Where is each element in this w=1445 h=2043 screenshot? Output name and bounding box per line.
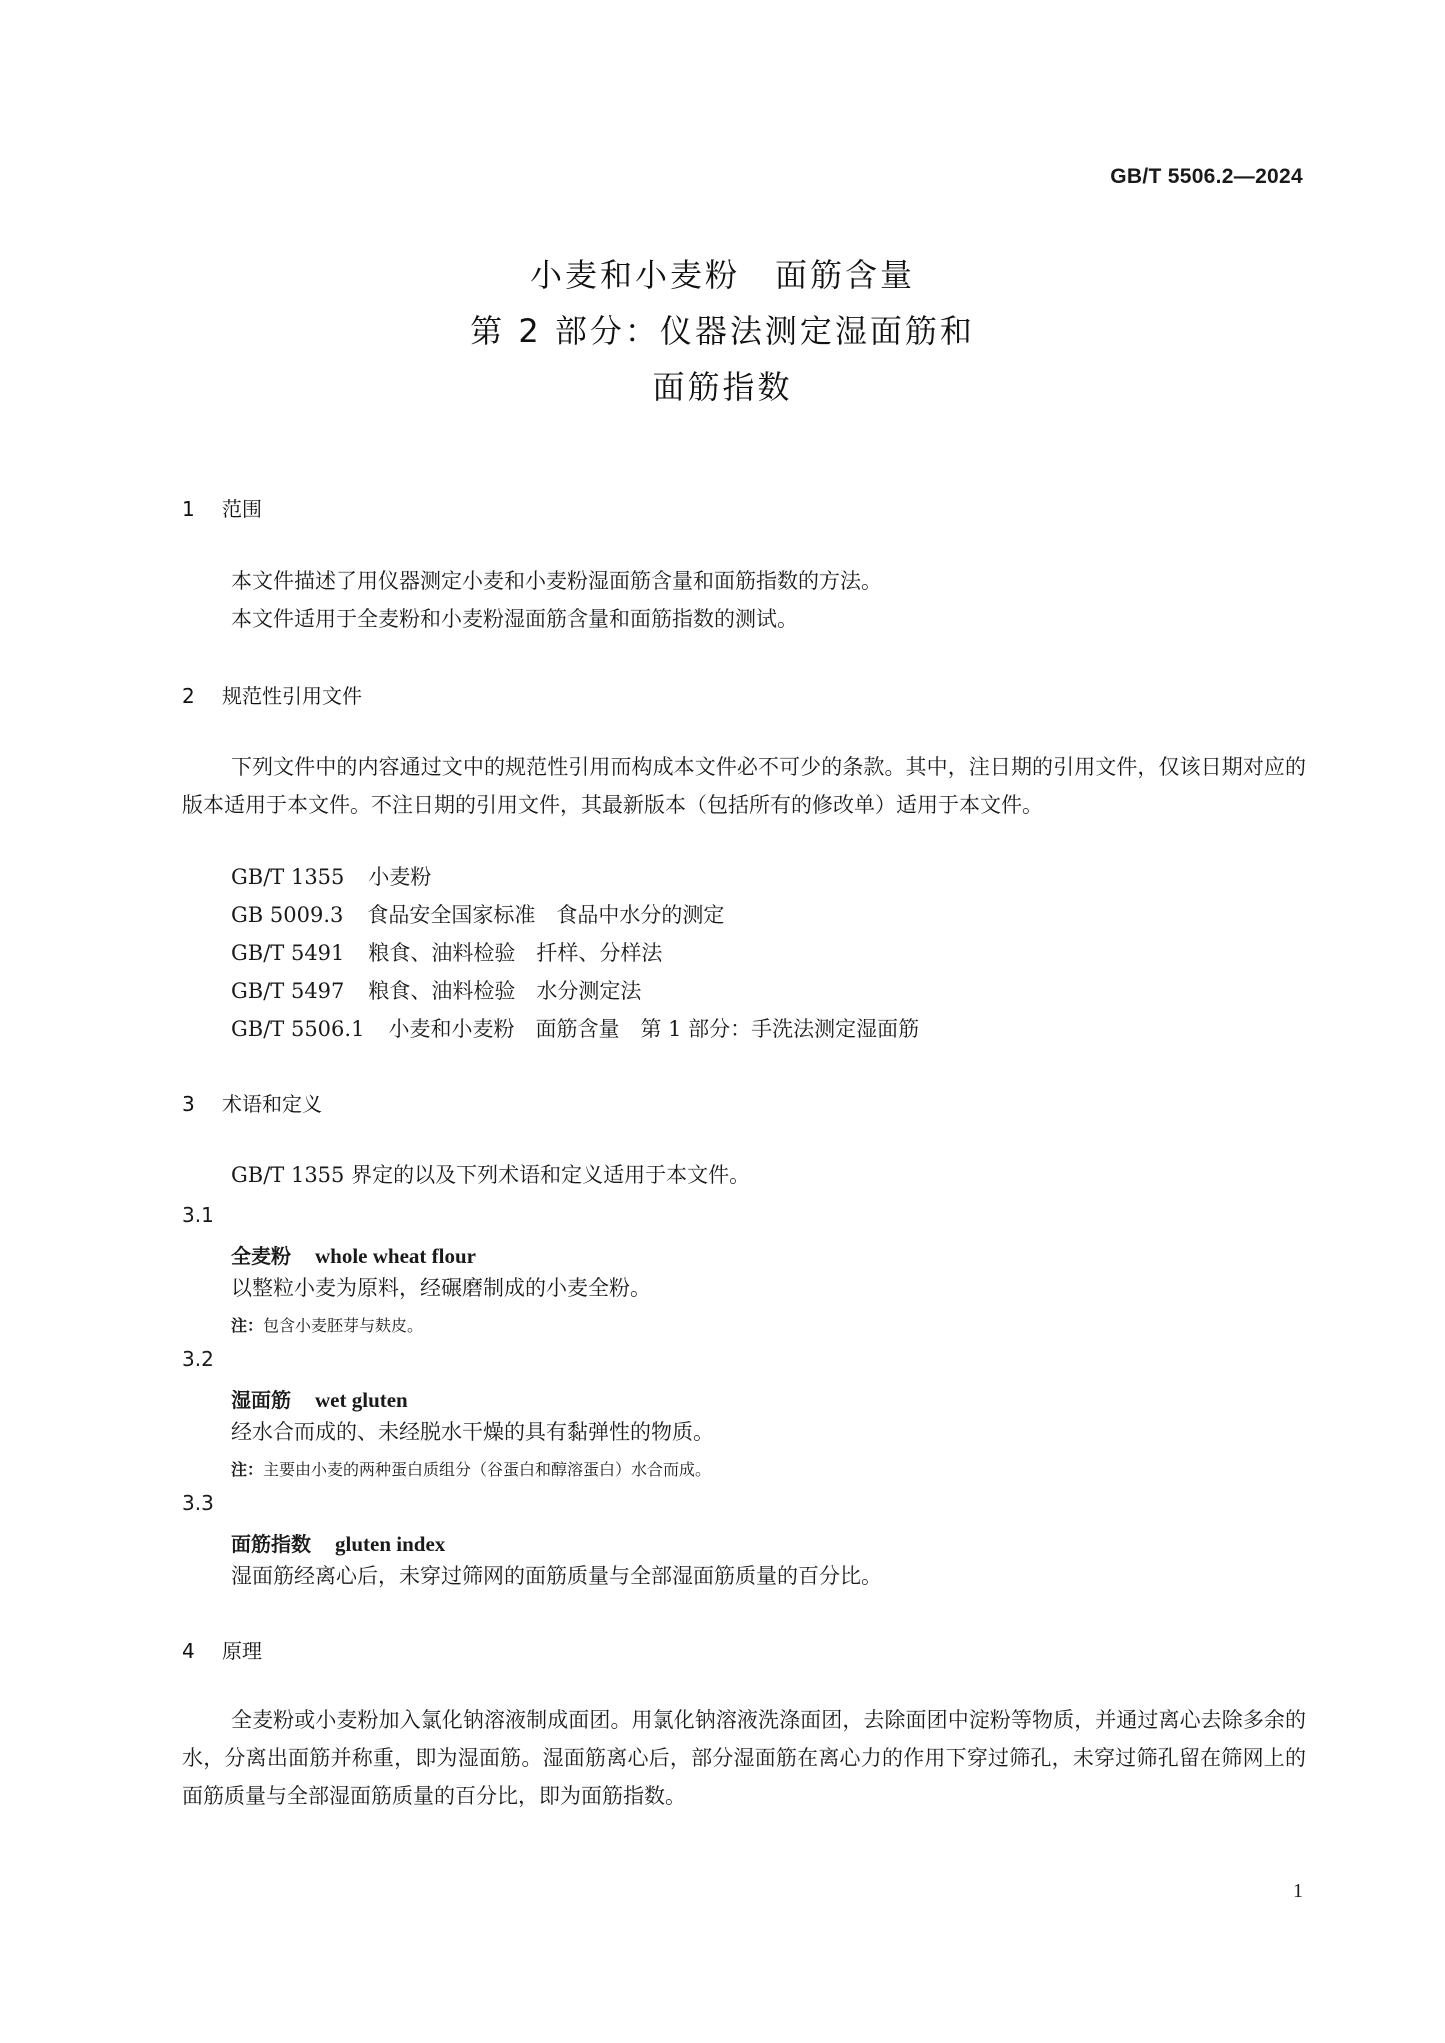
reference-title: 小麦粉 <box>368 865 432 889</box>
section-number: 2 <box>182 684 195 708</box>
paragraph: 本文件适用于全麦粉和小麦粉湿面筋含量和面筋指数的测试。 <box>231 607 798 631</box>
term-note <box>231 1457 711 1480</box>
page-number: 1 <box>1293 1880 1303 1902</box>
reference-title: 小麦和小麦粉 面筋含量 第 1 部分：手洗法测定湿面筋 <box>388 1017 920 1041</box>
reference-item <box>231 861 431 891</box>
section-number: 1 <box>182 497 195 521</box>
section-heading-3 <box>182 1088 322 1117</box>
section-title: 术语和定义 <box>222 1092 322 1116</box>
term-chinese: 湿面筋 <box>231 1388 291 1412</box>
term-chinese: 全麦粉 <box>231 1244 291 1268</box>
term-english: gluten index <box>335 1532 446 1556</box>
term-number: 3.1 <box>182 1203 214 1227</box>
term-number: 3.3 <box>182 1491 214 1515</box>
paragraph: GB/T 1355 界定的以及下列术语和定义适用于本文件。 <box>231 1163 751 1187</box>
term-chinese: 面筋指数 <box>231 1532 311 1556</box>
section-heading-4 <box>182 1635 262 1664</box>
paragraph: 本文件描述了用仪器测定小麦和小麦粉湿面筋含量和面筋指数的方法。 <box>231 569 882 593</box>
term-definition: 经水合而成的、未经脱水干燥的具有黏弹性的物质。 <box>231 1420 714 1444</box>
term-definition: 湿面筋经离心后，未穿过筛网的面筋质量与全部湿面筋质量的百分比。 <box>231 1564 882 1588</box>
standard-code: GB/T 5506.2—2024 <box>1110 165 1303 188</box>
reference-title: 粮食、油料检验 扦样、分样法 <box>368 941 663 965</box>
term-english: wet gluten <box>315 1388 408 1412</box>
reference-code: GB/T 5491 <box>231 941 345 965</box>
title-line-1: 小麦和小麦粉 面筋含量 <box>529 256 915 294</box>
reference-title: 粮食、油料检验 水分测定法 <box>368 979 642 1003</box>
term-english: whole wheat flour <box>315 1244 476 1268</box>
section-heading-2 <box>182 680 362 709</box>
section-number: 3 <box>182 1092 195 1116</box>
reference-item <box>231 1013 919 1043</box>
paragraph: 下列文件中的内容通过文中的规范性引用而构成本文件必不可少的条款。其中，注日期的引用文件，仅该日期对应的版本适用于本文件。不注日期的引用文件，其最新版本（包括所有的修改单）适用于本文件。 <box>182 755 1306 817</box>
section-title: 原理 <box>222 1639 262 1663</box>
reference-code: GB 5009.3 <box>231 903 344 927</box>
reference-code: GB/T 5497 <box>231 979 345 1003</box>
note-label: 注： <box>231 1460 264 1479</box>
term-note <box>231 1313 423 1336</box>
paragraph: 全麦粉或小麦粉加入氯化钠溶液制成面团。用氯化钠溶液洗涤面团，去除面团中淀粉等物质，并通过离心去除多余的水，分离出面筋并称重，即为湿面筋。湿面筋离心后，部分湿面筋在离心力的作用下穿过筛孔，未穿过筛孔留在筛网上的面筋质量与全部湿面筋质量的百分比，即为面筋指数。 <box>182 1708 1306 1808</box>
term-definition: 以整粒小麦为原料，经碾磨制成的小麦全粉。 <box>231 1276 651 1300</box>
section-number: 4 <box>182 1639 195 1663</box>
section-title: 规范性引用文件 <box>222 684 362 708</box>
title-line-2: 第 2 部分：仪器法测定湿面筋和 <box>470 312 975 350</box>
term-entry <box>231 1240 476 1269</box>
note-label: 注： <box>231 1316 264 1335</box>
title-line-3: 面筋指数 <box>652 368 793 406</box>
reference-item <box>231 975 641 1005</box>
note-text: 包含小麦胚芽与麸皮。 <box>263 1316 424 1335</box>
reference-item <box>231 937 662 967</box>
reference-code: GB/T 5506.1 <box>231 1017 365 1041</box>
reference-title: 食品安全国家标准 食品中水分的测定 <box>367 903 725 927</box>
section-title: 范围 <box>222 497 262 521</box>
note-text: 主要由小麦的两种蛋白质组分（谷蛋白和醇溶蛋白）水合而成。 <box>263 1460 712 1479</box>
term-entry <box>231 1384 408 1413</box>
term-number: 3.2 <box>182 1347 214 1371</box>
section-heading-1 <box>182 493 262 522</box>
term-entry <box>231 1528 445 1557</box>
reference-code: GB/T 1355 <box>231 865 345 889</box>
reference-item <box>231 899 724 929</box>
